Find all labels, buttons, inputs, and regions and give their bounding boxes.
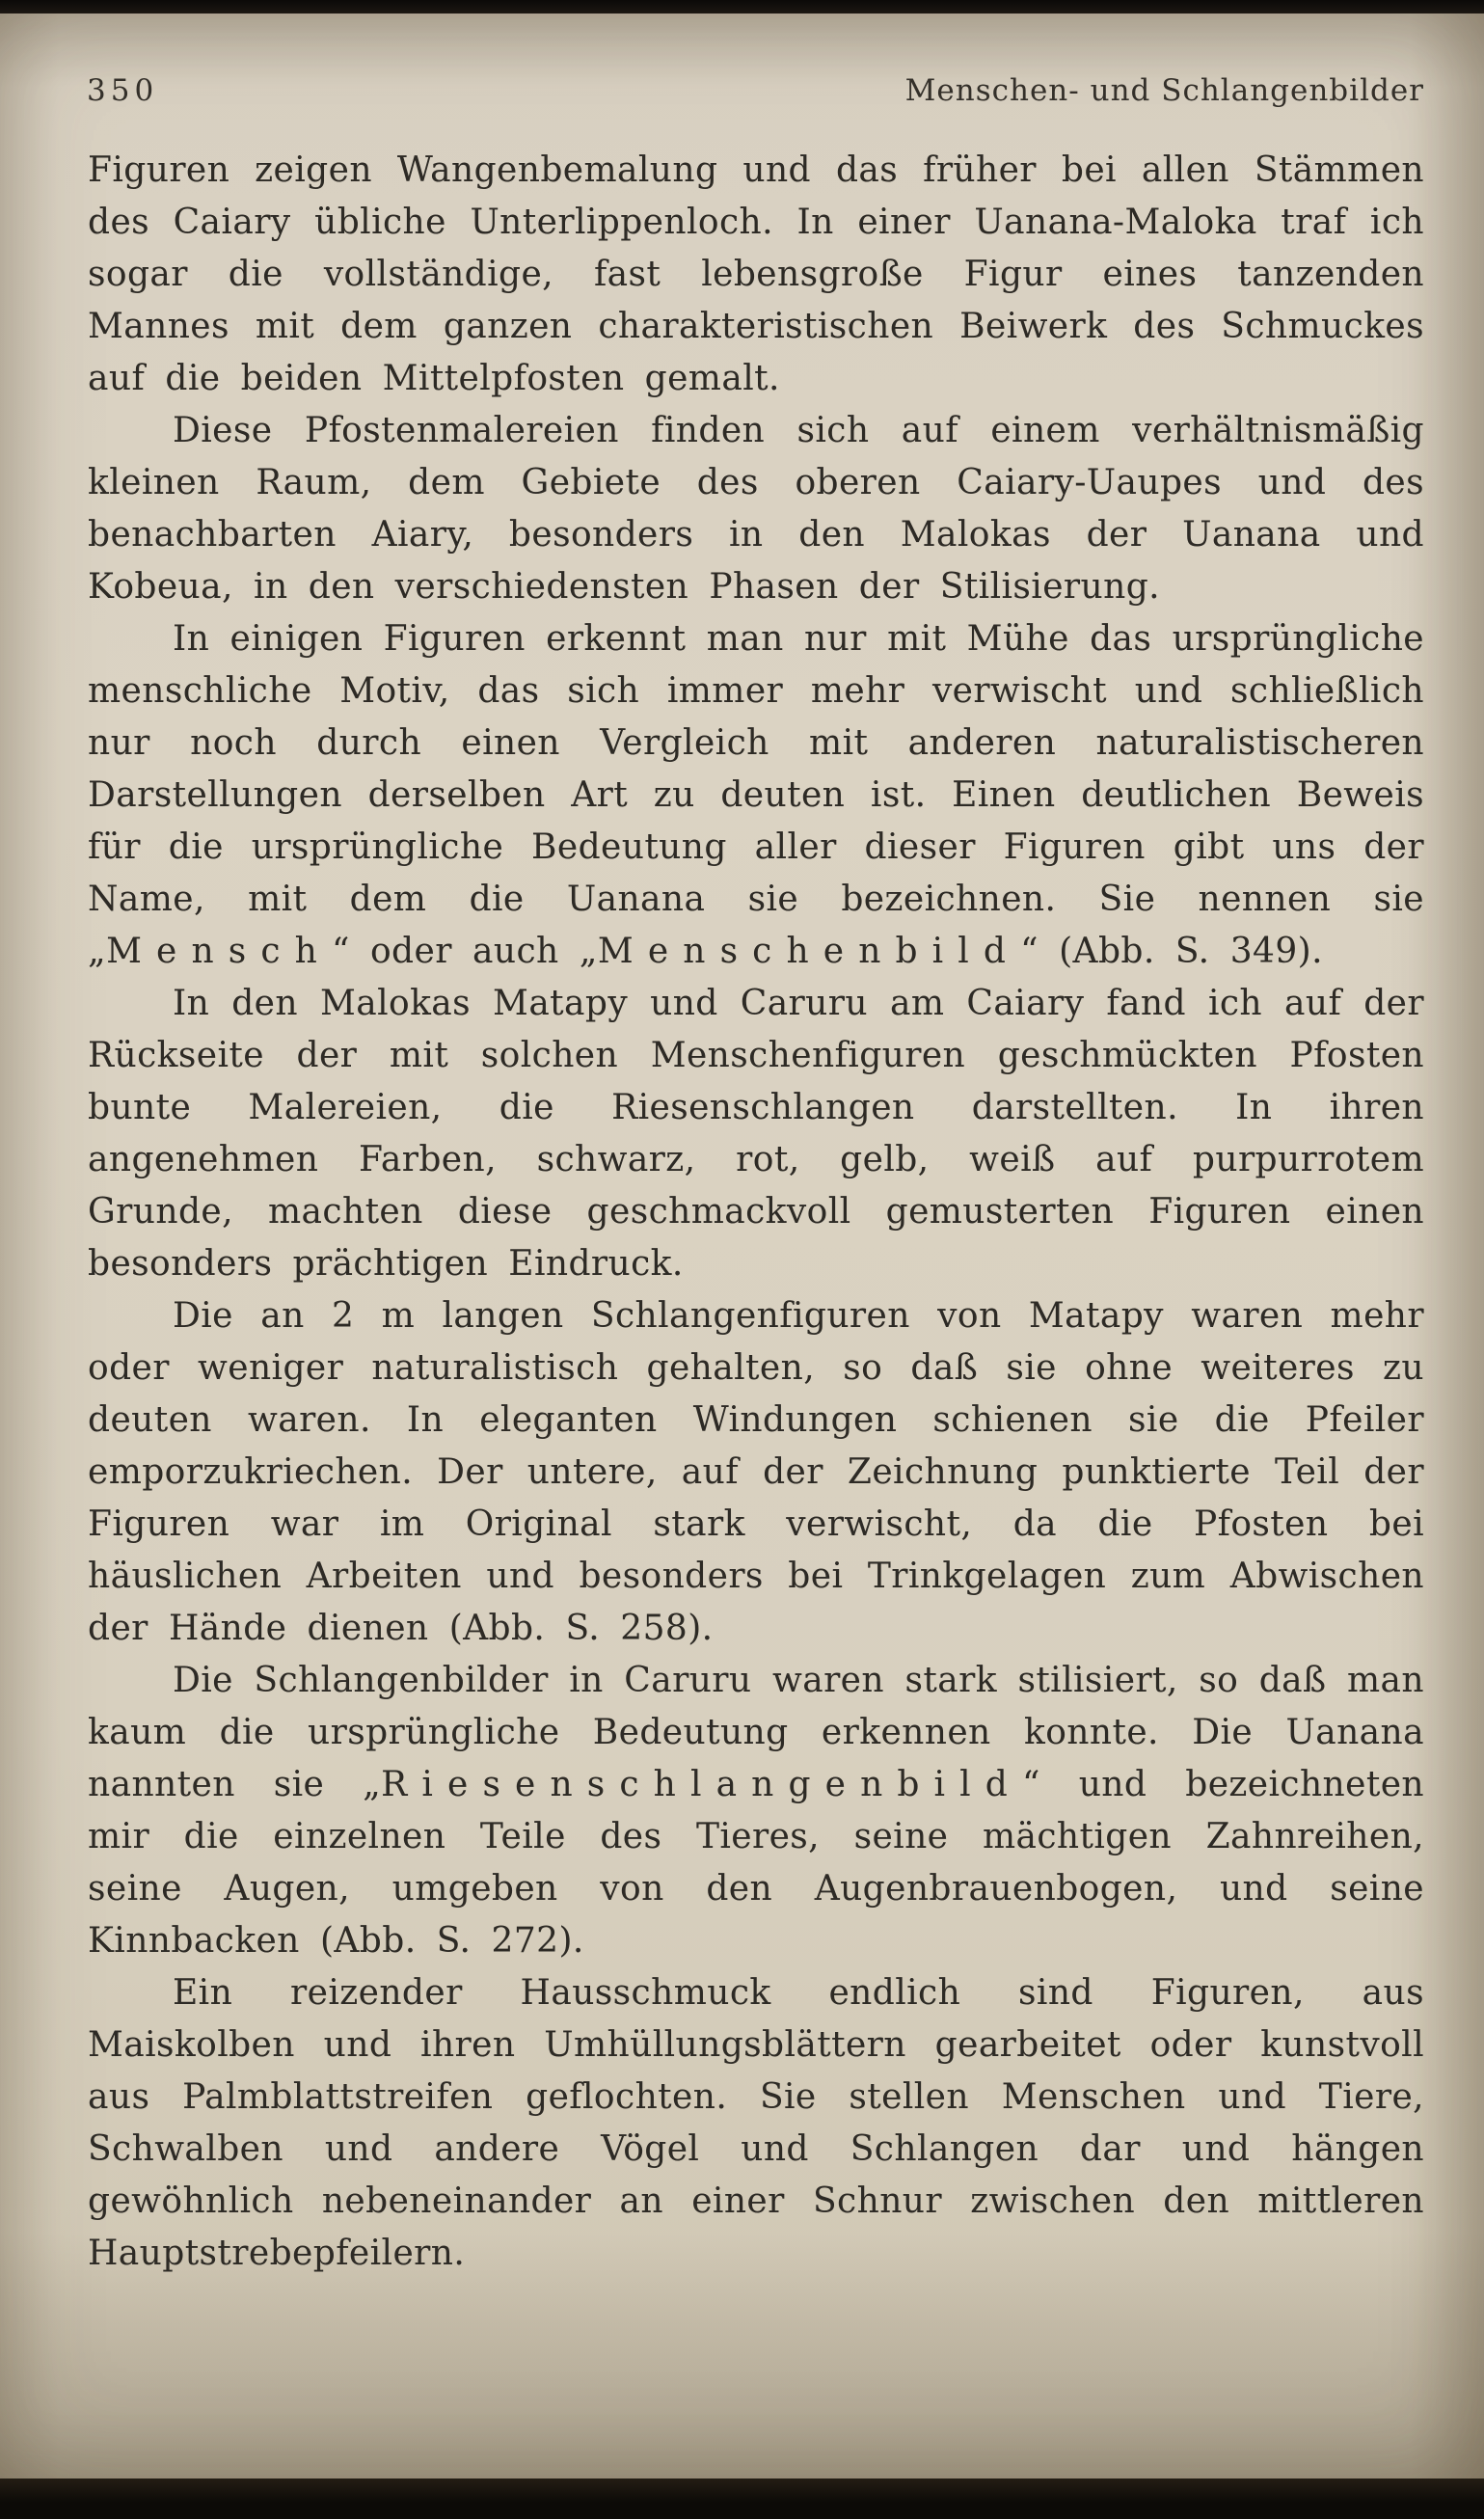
paragraph-3 bbox=[88, 613, 1424, 978]
text-segment: In den Malokas Matapy und Caruru am Caiary fand ich auf der Rückseite der mit solchen Menschenfiguren geschmückten Pfosten bunte Malereien, die Riesenschlangen darstellten. In ihren angenehmen Farben, schwarz, rot, gelb, weiß auf purpurrotem Grunde, machten diese geschmackvoll gemusterten Figuren einen besonders prächtigen Eindruck. bbox=[88, 984, 1424, 1284]
text-segment: Die an 2 m langen Schlangenfiguren von Matapy waren mehr oder weniger naturalistisch gehalten, so daß sie ohne weiteres zu deuten waren. In eleganten Windungen schienen sie die Pfeiler emporzukriechen. Der untere, auf der Zeichnung punktierte Teil der Figuren war im Original stark verwischt, da die Pfosten bei häuslichen Arbeiten und besonders bei Trinkgelagen zum Abwischen der Hände dienen (Abb. S. 258). bbox=[88, 1296, 1424, 1648]
paragraph-7 bbox=[88, 1967, 1424, 2280]
scan-edge-bottom bbox=[0, 2478, 1484, 2519]
emphasis-spaced-text: Riesenschlangenbild bbox=[381, 1765, 1022, 1804]
paragraph-1 bbox=[88, 145, 1424, 405]
emphasis-spaced-text: Mensch bbox=[106, 932, 332, 971]
paragraph-5 bbox=[88, 1290, 1424, 1655]
book-page bbox=[0, 14, 1484, 2478]
page-header bbox=[0, 14, 1484, 108]
page-number: 350 bbox=[87, 73, 159, 108]
paragraph-2 bbox=[88, 405, 1424, 613]
running-title: Menschen- und Schlangenbilder bbox=[904, 73, 1424, 108]
emphasis-spaced-text: Menschenbild bbox=[597, 932, 1021, 971]
text-segment: Ein reizender Hausschmuck endlich sind Figuren, aus Maiskolben und ihren Umhüllungsblättern gearbeitet oder kunstvoll aus Palmblattstreifen geflochten. Sie stellen Menschen und Tiere, Schwalben und andere Vögel und Schlangen dar und hängen gewöhnlich nebeneinander an einer Schnur zwischen den mittleren Hauptstrebepfeilern. bbox=[88, 1973, 1424, 2273]
paragraph-4 bbox=[88, 978, 1424, 1290]
text-segment: Die Schlangenbilder in Caruru waren stark stilisiert, so daß man kaum die ursprüngliche Bedeutung erkennen konnte. Die Uanana nannten sie „ bbox=[88, 1661, 1424, 1804]
text-segment: “ und bezeichneten mir die einzelnen Teile des Tieres, seine mächtigen Zahnreihen, seine Augen, umgeben von den Augenbrauenbogen, und seine Kinnbacken (Abb. S. 272). bbox=[88, 1765, 1424, 1961]
body-text bbox=[0, 145, 1484, 2280]
text-segment: Diese Pfostenmalereien finden sich auf einem verhältnismäßig kleinen Raum, dem Gebiete des oberen Caiary-Uaupes und des benachbarten Aiary, besonders in den Malokas der Uanana und Kobeua, in den verschiedensten Phasen der Stilisierung. bbox=[88, 411, 1424, 607]
scan-edge-top bbox=[0, 0, 1484, 14]
paragraph-6 bbox=[88, 1655, 1424, 1967]
text-segment: In einigen Figuren erkennt man nur mit Mühe das ursprüngliche menschliche Motiv, das sich immer mehr verwischt und schließlich nur noch durch einen Vergleich mit anderen naturalistischeren Darstellungen derselben Art zu deuten ist. Einen deutlichen Beweis für die ursprüngliche Bedeutung aller dieser Figuren gibt uns der Name, mit dem die Uanana sie bezeichnen. Sie nennen sie „ bbox=[88, 619, 1424, 971]
text-segment: “ oder auch „ bbox=[331, 932, 598, 971]
text-segment: Figuren zeigen Wangenbemalung und das früher bei allen Stämmen des Caiary übliche Unterlippenloch. In einer Uanana-Maloka traf ich sogar die vollständige, fast lebensgroße Figur eines tanzenden Mannes mit dem ganzen charakteristischen Beiwerk des Schmuckes auf die beiden Mittelpfosten gemalt. bbox=[88, 150, 1424, 398]
text-segment: “ (Abb. S. 349). bbox=[1020, 932, 1323, 971]
